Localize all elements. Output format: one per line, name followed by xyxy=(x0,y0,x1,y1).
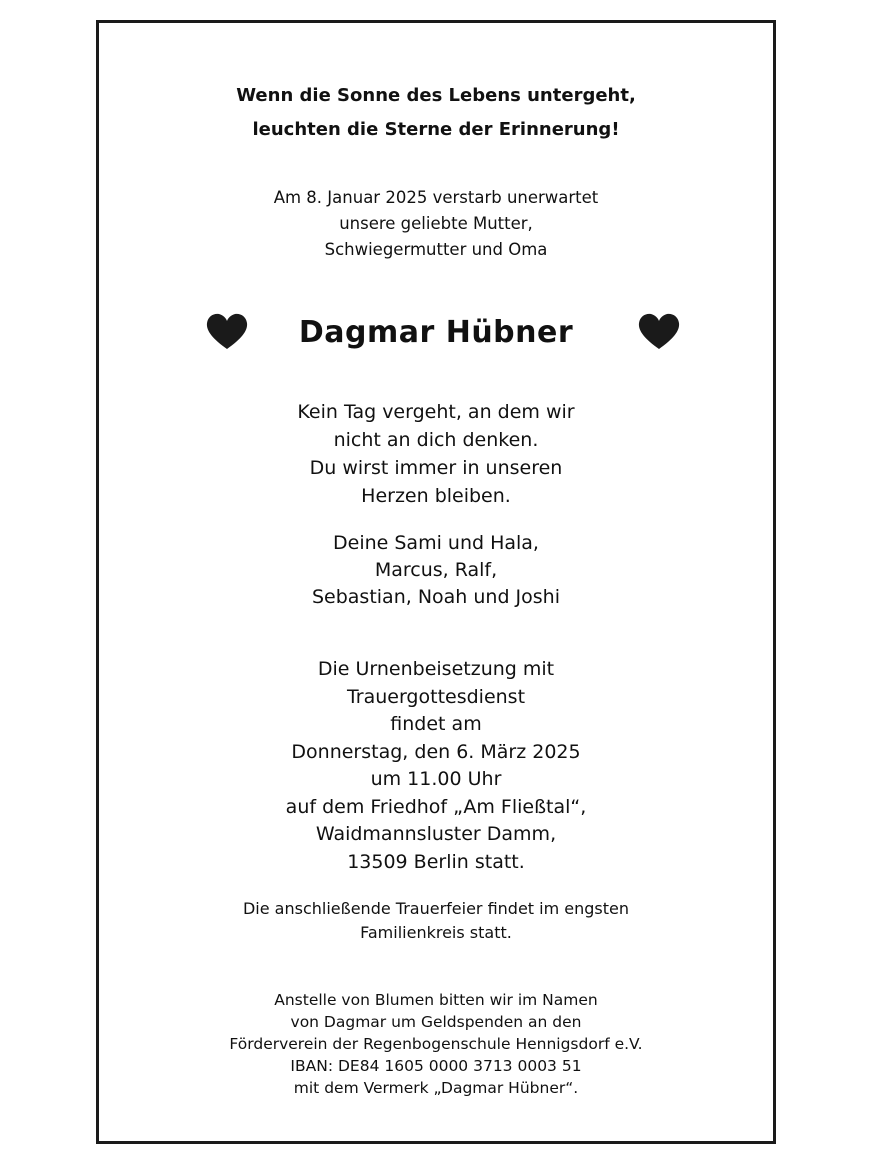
death-announcement xyxy=(99,185,773,263)
name-row xyxy=(99,308,773,358)
donation-line: Förderverein der Regenbogenschule Hennigsdorf e.V. xyxy=(229,1035,643,1053)
ceremony-time: um 11.00 Uhr xyxy=(370,768,502,790)
memorial-verse xyxy=(99,398,773,510)
announcement-line: Schwiegermutter und Oma xyxy=(324,240,548,259)
ceremony-details xyxy=(99,656,773,876)
motto xyxy=(99,79,773,147)
reception-line: Familienkreis statt. xyxy=(360,923,512,942)
family-line: Sebastian, Noah und Joshi xyxy=(311,586,561,608)
reception-line: Die anschließende Trauerfeier findet im engsten xyxy=(242,899,630,918)
motto-line: leuchten die Sterne der Erinnerung! xyxy=(252,119,620,140)
obituary-card xyxy=(96,20,776,1144)
announcement-line: unsere geliebte Mutter, xyxy=(339,214,533,233)
reception-note xyxy=(99,897,773,945)
verse-line: nicht an dich denken. xyxy=(333,429,539,451)
ceremony-line: findet am xyxy=(390,713,482,735)
verse-line: Herzen bleiben. xyxy=(361,485,511,507)
family-signature xyxy=(99,530,773,611)
iban: IBAN: DE84 1605 0000 3713 0003 51 xyxy=(290,1057,582,1075)
donation-request xyxy=(99,989,773,1099)
ceremony-date: Donnerstag, den 6. März 2025 xyxy=(291,740,581,763)
motto-line: Wenn die Sonne des Lebens untergeht, xyxy=(236,85,636,106)
family-line: Marcus, Ralf, xyxy=(374,559,498,581)
heart-icon xyxy=(637,312,681,352)
donation-line: mit dem Vermerk „Dagmar Hübner“. xyxy=(293,1079,579,1097)
donation-line: Anstelle von Blumen bitten wir im Namen xyxy=(274,991,598,1009)
deceased-name: Dagmar Hübner xyxy=(298,315,574,350)
verse-line: Kein Tag vergeht, an dem wir xyxy=(297,401,575,423)
announcement-line: Am 8. Januar 2025 verstarb unerwartet xyxy=(273,188,599,207)
ceremony-line: Waidmannsluster Damm, xyxy=(315,823,557,845)
donation-line: von Dagmar um Geldspenden an den xyxy=(290,1013,582,1031)
ceremony-line: auf dem Friedhof „Am Fließtal“, xyxy=(285,795,587,818)
ceremony-line: Trauergottesdienst xyxy=(346,685,526,708)
ceremony-line: 13509 Berlin statt. xyxy=(347,850,525,873)
family-line: Deine Sami und Hala, xyxy=(333,532,539,554)
verse-line: Du wirst immer in unseren xyxy=(309,457,563,479)
ceremony-line: Die Urnenbeisetzung mit xyxy=(317,658,555,680)
